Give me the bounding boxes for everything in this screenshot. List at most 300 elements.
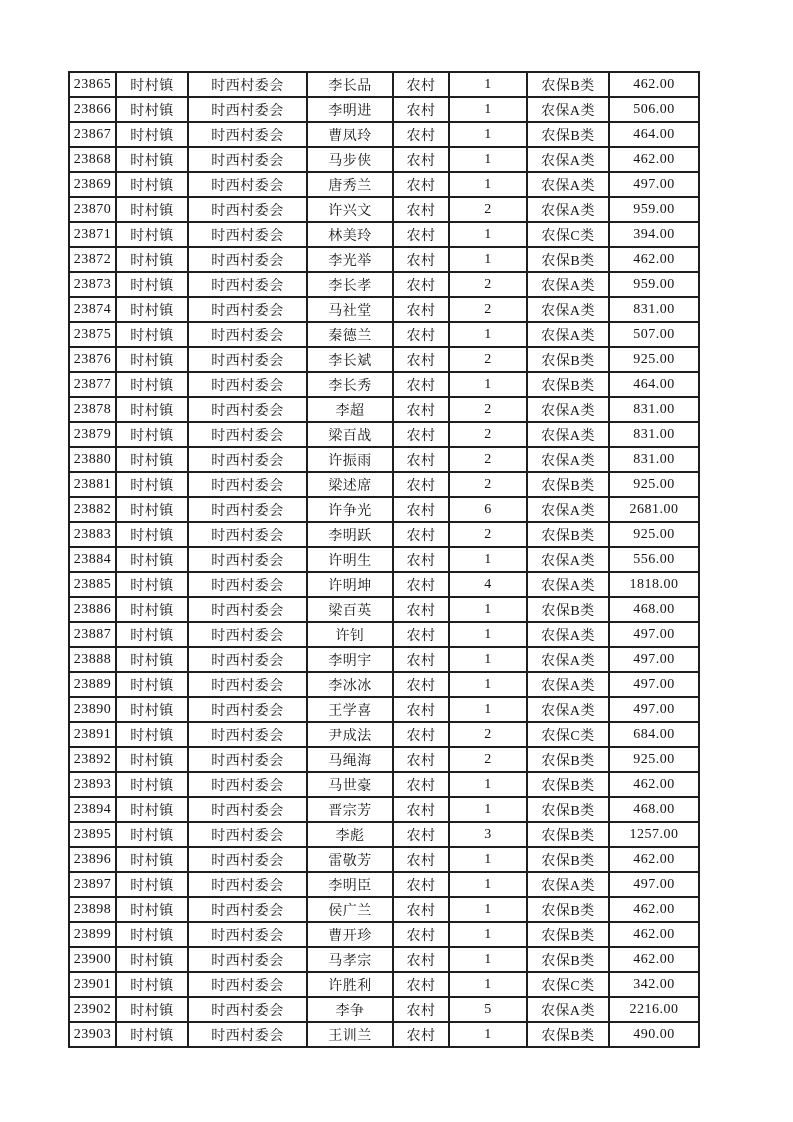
- cell-person-count: 1: [449, 872, 527, 897]
- cell-village-committee: 时西村委会: [188, 472, 307, 497]
- cell-record-id: 23866: [69, 97, 116, 122]
- table-row: [69, 472, 699, 497]
- cell-town: 时村镇: [116, 722, 188, 747]
- cell-record-id: 23874: [69, 297, 116, 322]
- cell-residence-type: 农村: [393, 372, 449, 397]
- cell-residence-type: 农村: [393, 572, 449, 597]
- cell-insurance-category: 农保B类: [527, 847, 609, 872]
- cell-village-committee: 时西村委会: [188, 947, 307, 972]
- cell-person-name: 李长斌: [307, 347, 393, 372]
- cell-village-committee: 时西村委会: [188, 597, 307, 622]
- cell-person-name: 梁百战: [307, 422, 393, 447]
- cell-town: 时村镇: [116, 472, 188, 497]
- cell-person-name: 晋宗芳: [307, 797, 393, 822]
- table-row: [69, 447, 699, 472]
- table-row: [69, 747, 699, 772]
- cell-person-name: 秦德兰: [307, 322, 393, 347]
- cell-person-count: 1: [449, 947, 527, 972]
- cell-amount: 462.00: [609, 922, 699, 947]
- cell-amount: 462.00: [609, 847, 699, 872]
- cell-residence-type: 农村: [393, 797, 449, 822]
- cell-person-count: 1: [449, 322, 527, 347]
- cell-village-committee: 时西村委会: [188, 397, 307, 422]
- cell-person-name: 许明坤: [307, 572, 393, 597]
- cell-record-id: 23871: [69, 222, 116, 247]
- cell-person-name: 李争: [307, 997, 393, 1022]
- cell-insurance-category: 农保A类: [527, 497, 609, 522]
- cell-record-id: 23895: [69, 822, 116, 847]
- cell-village-committee: 时西村委会: [188, 272, 307, 297]
- table-row: [69, 522, 699, 547]
- cell-record-id: 23900: [69, 947, 116, 972]
- cell-person-count: 2: [449, 347, 527, 372]
- cell-person-count: 1: [449, 372, 527, 397]
- cell-town: 时村镇: [116, 447, 188, 472]
- cell-residence-type: 农村: [393, 322, 449, 347]
- cell-amount: 468.00: [609, 597, 699, 622]
- cell-residence-type: 农村: [393, 197, 449, 222]
- cell-town: 时村镇: [116, 347, 188, 372]
- cell-town: 时村镇: [116, 822, 188, 847]
- cell-village-committee: 时西村委会: [188, 622, 307, 647]
- cell-person-count: 4: [449, 572, 527, 597]
- cell-residence-type: 农村: [393, 947, 449, 972]
- cell-insurance-category: 农保B类: [527, 597, 609, 622]
- cell-residence-type: 农村: [393, 122, 449, 147]
- cell-village-committee: 时西村委会: [188, 322, 307, 347]
- cell-residence-type: 农村: [393, 472, 449, 497]
- cell-residence-type: 农村: [393, 722, 449, 747]
- cell-amount: 497.00: [609, 697, 699, 722]
- cell-record-id: 23888: [69, 647, 116, 672]
- cell-person-count: 2: [449, 272, 527, 297]
- cell-village-committee: 时西村委会: [188, 172, 307, 197]
- cell-village-committee: 时西村委会: [188, 897, 307, 922]
- cell-town: 时村镇: [116, 922, 188, 947]
- table-row: [69, 422, 699, 447]
- cell-record-id: 23872: [69, 247, 116, 272]
- cell-person-count: 2: [449, 722, 527, 747]
- cell-village-committee: 时西村委会: [188, 447, 307, 472]
- cell-record-id: 23892: [69, 747, 116, 772]
- cell-residence-type: 农村: [393, 872, 449, 897]
- cell-person-name: 许争光: [307, 497, 393, 522]
- cell-amount: 342.00: [609, 972, 699, 997]
- cell-village-committee: 时西村委会: [188, 922, 307, 947]
- cell-town: 时村镇: [116, 672, 188, 697]
- cell-person-name: 唐秀兰: [307, 172, 393, 197]
- cell-residence-type: 农村: [393, 997, 449, 1022]
- table-row: [69, 597, 699, 622]
- cell-insurance-category: 农保A类: [527, 147, 609, 172]
- cell-record-id: 23890: [69, 697, 116, 722]
- cell-person-count: 3: [449, 822, 527, 847]
- cell-person-count: 6: [449, 497, 527, 522]
- cell-amount: 925.00: [609, 347, 699, 372]
- cell-residence-type: 农村: [393, 647, 449, 672]
- cell-amount: 831.00: [609, 397, 699, 422]
- cell-amount: 831.00: [609, 297, 699, 322]
- cell-village-committee: 时西村委会: [188, 847, 307, 872]
- cell-town: 时村镇: [116, 647, 188, 672]
- cell-record-id: 23880: [69, 447, 116, 472]
- cell-residence-type: 农村: [393, 772, 449, 797]
- cell-record-id: 23889: [69, 672, 116, 697]
- cell-record-id: 23894: [69, 797, 116, 822]
- cell-person-count: 1: [449, 247, 527, 272]
- cell-town: 时村镇: [116, 247, 188, 272]
- cell-village-committee: 时西村委会: [188, 747, 307, 772]
- table-row: [69, 347, 699, 372]
- cell-residence-type: 农村: [393, 897, 449, 922]
- cell-town: 时村镇: [116, 622, 188, 647]
- table-row: [69, 897, 699, 922]
- cell-amount: 462.00: [609, 72, 699, 97]
- cell-town: 时村镇: [116, 597, 188, 622]
- cell-record-id: 23883: [69, 522, 116, 547]
- cell-town: 时村镇: [116, 797, 188, 822]
- cell-person-name: 李明臣: [307, 872, 393, 897]
- cell-record-id: 23869: [69, 172, 116, 197]
- cell-village-committee: 时西村委会: [188, 72, 307, 97]
- cell-residence-type: 农村: [393, 522, 449, 547]
- cell-amount: 497.00: [609, 622, 699, 647]
- roster-body: [69, 72, 699, 1047]
- cell-person-count: 2: [449, 297, 527, 322]
- cell-insurance-category: 农保A类: [527, 872, 609, 897]
- cell-insurance-category: 农保B类: [527, 947, 609, 972]
- cell-residence-type: 农村: [393, 697, 449, 722]
- table-row: [69, 147, 699, 172]
- cell-person-name: 李长孝: [307, 272, 393, 297]
- cell-person-name: 王学喜: [307, 697, 393, 722]
- cell-residence-type: 农村: [393, 1022, 449, 1047]
- cell-residence-type: 农村: [393, 497, 449, 522]
- cell-amount: 2216.00: [609, 997, 699, 1022]
- cell-person-name: 王训兰: [307, 1022, 393, 1047]
- cell-residence-type: 农村: [393, 347, 449, 372]
- cell-person-count: 1: [449, 697, 527, 722]
- cell-amount: 497.00: [609, 872, 699, 897]
- cell-insurance-category: 农保B类: [527, 797, 609, 822]
- cell-record-id: 23876: [69, 347, 116, 372]
- cell-person-name: 尹成法: [307, 722, 393, 747]
- cell-village-committee: 时西村委会: [188, 797, 307, 822]
- cell-person-count: 1: [449, 797, 527, 822]
- cell-person-name: 李长品: [307, 72, 393, 97]
- table-row: [69, 97, 699, 122]
- cell-person-count: 1: [449, 172, 527, 197]
- cell-residence-type: 农村: [393, 447, 449, 472]
- cell-village-committee: 时西村委会: [188, 722, 307, 747]
- cell-village-committee: 时西村委会: [188, 772, 307, 797]
- cell-person-name: 梁百英: [307, 597, 393, 622]
- cell-record-id: 23902: [69, 997, 116, 1022]
- cell-village-committee: 时西村委会: [188, 572, 307, 597]
- cell-insurance-category: 农保C类: [527, 222, 609, 247]
- cell-person-name: 许明生: [307, 547, 393, 572]
- cell-insurance-category: 农保B类: [527, 772, 609, 797]
- cell-person-count: 2: [449, 197, 527, 222]
- cell-record-id: 23886: [69, 597, 116, 622]
- cell-insurance-category: 农保A类: [527, 297, 609, 322]
- cell-insurance-category: 农保B类: [527, 347, 609, 372]
- cell-person-count: 1: [449, 972, 527, 997]
- table-row: [69, 847, 699, 872]
- table-row: [69, 997, 699, 1022]
- cell-residence-type: 农村: [393, 172, 449, 197]
- cell-insurance-category: 农保A类: [527, 197, 609, 222]
- cell-insurance-category: 农保C类: [527, 722, 609, 747]
- cell-amount: 497.00: [609, 647, 699, 672]
- cell-insurance-category: 农保A类: [527, 397, 609, 422]
- cell-insurance-category: 农保B类: [527, 522, 609, 547]
- cell-town: 时村镇: [116, 897, 188, 922]
- cell-town: 时村镇: [116, 1022, 188, 1047]
- cell-person-name: 李光举: [307, 247, 393, 272]
- cell-town: 时村镇: [116, 697, 188, 722]
- cell-person-count: 5: [449, 997, 527, 1022]
- cell-town: 时村镇: [116, 197, 188, 222]
- cell-town: 时村镇: [116, 572, 188, 597]
- cell-residence-type: 农村: [393, 922, 449, 947]
- cell-amount: 1818.00: [609, 572, 699, 597]
- cell-person-count: 1: [449, 647, 527, 672]
- cell-town: 时村镇: [116, 172, 188, 197]
- cell-residence-type: 农村: [393, 297, 449, 322]
- cell-amount: 959.00: [609, 197, 699, 222]
- cell-village-committee: 时西村委会: [188, 497, 307, 522]
- cell-town: 时村镇: [116, 97, 188, 122]
- cell-amount: 925.00: [609, 522, 699, 547]
- cell-insurance-category: 农保B类: [527, 72, 609, 97]
- cell-town: 时村镇: [116, 522, 188, 547]
- table-row: [69, 297, 699, 322]
- cell-insurance-category: 农保A类: [527, 622, 609, 647]
- cell-insurance-category: 农保A类: [527, 97, 609, 122]
- cell-town: 时村镇: [116, 372, 188, 397]
- cell-amount: 2681.00: [609, 497, 699, 522]
- cell-person-count: 2: [449, 747, 527, 772]
- table-row: [69, 372, 699, 397]
- cell-amount: 831.00: [609, 447, 699, 472]
- cell-town: 时村镇: [116, 872, 188, 897]
- cell-person-count: 1: [449, 222, 527, 247]
- cell-village-committee: 时西村委会: [188, 197, 307, 222]
- cell-amount: 831.00: [609, 422, 699, 447]
- cell-village-committee: 时西村委会: [188, 297, 307, 322]
- cell-person-count: 1: [449, 97, 527, 122]
- cell-residence-type: 农村: [393, 272, 449, 297]
- table-row: [69, 647, 699, 672]
- cell-residence-type: 农村: [393, 822, 449, 847]
- cell-person-count: 1: [449, 147, 527, 172]
- cell-amount: 490.00: [609, 1022, 699, 1047]
- cell-person-count: 1: [449, 772, 527, 797]
- cell-person-count: 1: [449, 622, 527, 647]
- cell-record-id: 23882: [69, 497, 116, 522]
- cell-insurance-category: 农保B类: [527, 122, 609, 147]
- cell-town: 时村镇: [116, 997, 188, 1022]
- cell-insurance-category: 农保A类: [527, 572, 609, 597]
- cell-insurance-category: 农保B类: [527, 1022, 609, 1047]
- cell-record-id: 23899: [69, 922, 116, 947]
- cell-person-count: 1: [449, 122, 527, 147]
- cell-person-name: 李明跃: [307, 522, 393, 547]
- cell-insurance-category: 农保A类: [527, 322, 609, 347]
- cell-person-count: 1: [449, 672, 527, 697]
- cell-person-name: 雷敬芳: [307, 847, 393, 872]
- cell-person-name: 李长秀: [307, 372, 393, 397]
- cell-person-count: 1: [449, 897, 527, 922]
- table-row: [69, 397, 699, 422]
- cell-town: 时村镇: [116, 772, 188, 797]
- cell-village-committee: 时西村委会: [188, 222, 307, 247]
- cell-record-id: 23887: [69, 622, 116, 647]
- cell-record-id: 23867: [69, 122, 116, 147]
- cell-record-id: 23897: [69, 872, 116, 897]
- cell-insurance-category: 农保B类: [527, 372, 609, 397]
- cell-person-count: 2: [449, 472, 527, 497]
- cell-person-name: 曹凤玲: [307, 122, 393, 147]
- cell-residence-type: 农村: [393, 247, 449, 272]
- cell-record-id: 23879: [69, 422, 116, 447]
- cell-village-committee: 时西村委会: [188, 697, 307, 722]
- cell-record-id: 23877: [69, 372, 116, 397]
- cell-person-name: 李明进: [307, 97, 393, 122]
- cell-record-id: 23891: [69, 722, 116, 747]
- cell-village-committee: 时西村委会: [188, 872, 307, 897]
- cell-village-committee: 时西村委会: [188, 347, 307, 372]
- cell-amount: 684.00: [609, 722, 699, 747]
- cell-amount: 556.00: [609, 547, 699, 572]
- table-row: [69, 622, 699, 647]
- cell-person-name: 马社堂: [307, 297, 393, 322]
- cell-person-count: 1: [449, 547, 527, 572]
- table-row: [69, 72, 699, 97]
- cell-insurance-category: 农保B类: [527, 922, 609, 947]
- cell-amount: 462.00: [609, 247, 699, 272]
- cell-amount: 925.00: [609, 472, 699, 497]
- cell-person-name: 马绳海: [307, 747, 393, 772]
- insurance-roster-table: [68, 71, 700, 1048]
- cell-person-name: 李超: [307, 397, 393, 422]
- cell-village-committee: 时西村委会: [188, 522, 307, 547]
- cell-town: 时村镇: [116, 72, 188, 97]
- cell-insurance-category: 农保A类: [527, 997, 609, 1022]
- cell-record-id: 23865: [69, 72, 116, 97]
- cell-village-committee: 时西村委会: [188, 547, 307, 572]
- cell-amount: 925.00: [609, 747, 699, 772]
- table-row: [69, 322, 699, 347]
- cell-record-id: 23870: [69, 197, 116, 222]
- cell-person-count: 2: [449, 422, 527, 447]
- cell-amount: 497.00: [609, 672, 699, 697]
- table-row: [69, 547, 699, 572]
- table-row: [69, 222, 699, 247]
- cell-residence-type: 农村: [393, 847, 449, 872]
- cell-person-name: 许钊: [307, 622, 393, 647]
- cell-person-name: 许振雨: [307, 447, 393, 472]
- cell-village-committee: 时西村委会: [188, 147, 307, 172]
- cell-person-name: 曹开珍: [307, 922, 393, 947]
- cell-insurance-category: 农保A类: [527, 422, 609, 447]
- cell-amount: 1257.00: [609, 822, 699, 847]
- table-row: [69, 772, 699, 797]
- cell-record-id: 23903: [69, 1022, 116, 1047]
- cell-insurance-category: 农保A类: [527, 547, 609, 572]
- cell-insurance-category: 农保B类: [527, 747, 609, 772]
- cell-residence-type: 农村: [393, 972, 449, 997]
- cell-insurance-category: 农保B类: [527, 472, 609, 497]
- cell-residence-type: 农村: [393, 672, 449, 697]
- cell-amount: 462.00: [609, 897, 699, 922]
- cell-record-id: 23868: [69, 147, 116, 172]
- table-row: [69, 872, 699, 897]
- cell-person-name: 许兴文: [307, 197, 393, 222]
- cell-town: 时村镇: [116, 847, 188, 872]
- cell-record-id: 23873: [69, 272, 116, 297]
- cell-town: 时村镇: [116, 497, 188, 522]
- cell-town: 时村镇: [116, 397, 188, 422]
- table-row: [69, 172, 699, 197]
- table-row: [69, 122, 699, 147]
- table-row: [69, 972, 699, 997]
- cell-town: 时村镇: [116, 222, 188, 247]
- table-row: [69, 272, 699, 297]
- cell-residence-type: 农村: [393, 397, 449, 422]
- table-row: [69, 797, 699, 822]
- cell-amount: 464.00: [609, 122, 699, 147]
- cell-amount: 394.00: [609, 222, 699, 247]
- cell-person-count: 1: [449, 922, 527, 947]
- cell-person-name: 李冰冰: [307, 672, 393, 697]
- cell-village-committee: 时西村委会: [188, 122, 307, 147]
- cell-village-committee: 时西村委会: [188, 372, 307, 397]
- cell-insurance-category: 农保B类: [527, 247, 609, 272]
- cell-record-id: 23881: [69, 472, 116, 497]
- cell-record-id: 23885: [69, 572, 116, 597]
- cell-insurance-category: 农保A类: [527, 447, 609, 472]
- cell-amount: 497.00: [609, 172, 699, 197]
- cell-record-id: 23896: [69, 847, 116, 872]
- cell-record-id: 23901: [69, 972, 116, 997]
- cell-insurance-category: 农保C类: [527, 972, 609, 997]
- cell-person-name: 马步侠: [307, 147, 393, 172]
- cell-person-count: 1: [449, 597, 527, 622]
- table-row: [69, 722, 699, 747]
- cell-residence-type: 农村: [393, 147, 449, 172]
- cell-insurance-category: 农保A类: [527, 672, 609, 697]
- cell-insurance-category: 农保A类: [527, 172, 609, 197]
- cell-village-committee: 时西村委会: [188, 997, 307, 1022]
- cell-amount: 959.00: [609, 272, 699, 297]
- cell-village-committee: 时西村委会: [188, 972, 307, 997]
- cell-residence-type: 农村: [393, 72, 449, 97]
- cell-amount: 506.00: [609, 97, 699, 122]
- cell-person-name: 林美玲: [307, 222, 393, 247]
- cell-town: 时村镇: [116, 547, 188, 572]
- cell-amount: 462.00: [609, 947, 699, 972]
- cell-person-name: 李彪: [307, 822, 393, 847]
- cell-town: 时村镇: [116, 322, 188, 347]
- table-row: [69, 247, 699, 272]
- cell-person-name: 马孝宗: [307, 947, 393, 972]
- cell-town: 时村镇: [116, 272, 188, 297]
- cell-insurance-category: 农保A类: [527, 697, 609, 722]
- table-row: [69, 697, 699, 722]
- cell-residence-type: 农村: [393, 597, 449, 622]
